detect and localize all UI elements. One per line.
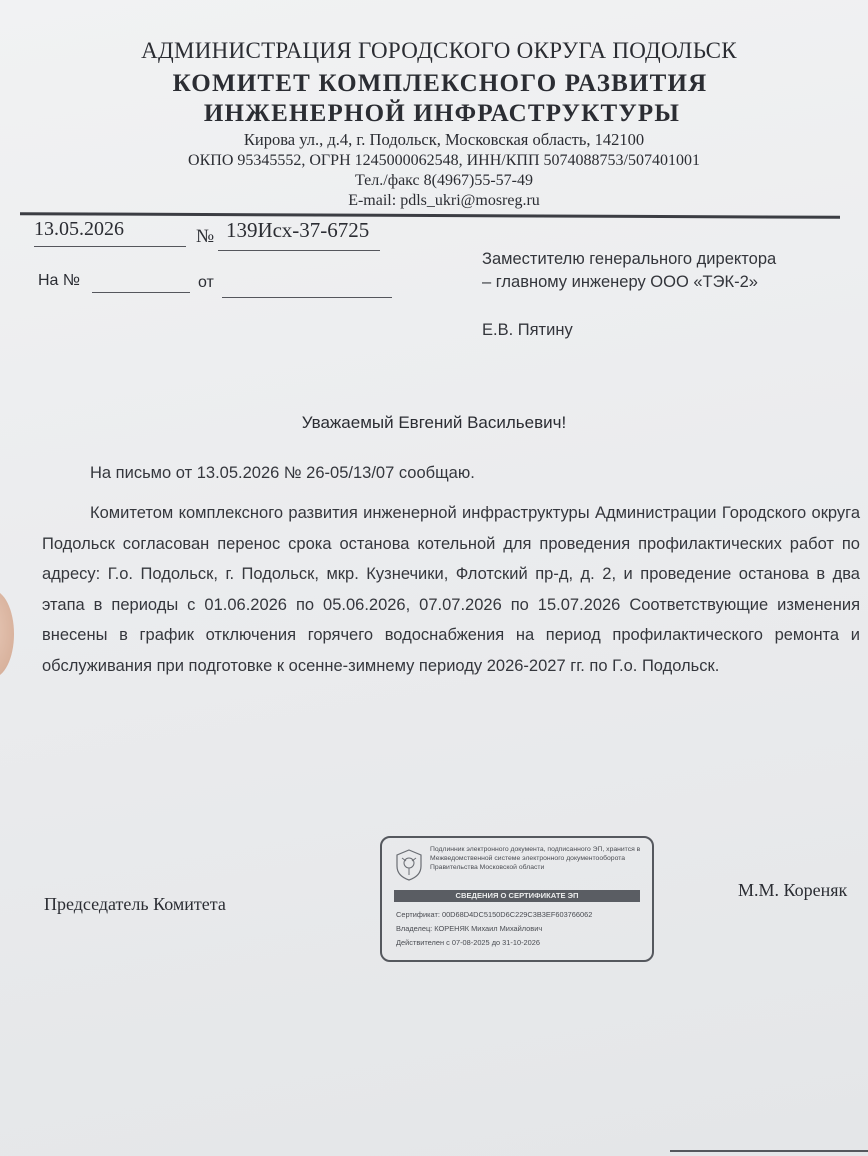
number-underline: [218, 250, 380, 251]
header-committee-line2: ИНЖЕНЕРНОЙ ИНФРАСТРУКТУРЫ: [203, 100, 681, 127]
page-edge-line: [670, 1150, 868, 1152]
stamp-note: Подлинник электронного документа, подписанного ЭП, хранится в Межведомственной системе электронного документооборота Правительства Московской области: [430, 846, 641, 871]
header-address: Кирова ул., д.4, г. Подольск, Московская область, 142100: [243, 130, 645, 149]
header-divider: [20, 212, 840, 219]
reply-to-underline: [92, 292, 190, 293]
header-codes: ОКПО 95345552, ОГРН 1245000062548, ИНН/КПП 5074088753/507401001: [188, 152, 700, 169]
letter-paragraph-reference: На письмо от 13.05.2026 № 26-05/13/07 сообщаю.: [90, 464, 475, 482]
addressee-position: Заместителю генерального директора: [482, 250, 777, 268]
header-phone: Тел./факс 8(4967)55-57-49: [355, 172, 533, 189]
header-email: E-mail: pdls_ukri@mosreg.ru: [348, 192, 540, 209]
salutation: Уважаемый Евгений Васильевич!: [301, 413, 567, 432]
stamp-owner: Владелец: КОРЕНЯК Михаил Михайлович: [396, 924, 543, 933]
reply-from-underline: [222, 297, 392, 298]
addressee-position-line2: – главному инженеру ООО «ТЭК-2»: [482, 273, 758, 291]
stamp-certificate: Сертификат: 00D68D4DC5150D6C229C3B3EF603766062: [396, 910, 593, 919]
header-administration: АДМИНИСТРАЦИЯ ГОРОДСКОГО ОКРУГА ПОДОЛЬСК: [141, 38, 737, 63]
signatory-name: М.М. Кореняк: [738, 880, 848, 900]
stamp-validity: Действителен с 07-08-2025 до 31-10-2026: [396, 938, 540, 947]
reply-to-label: На №: [38, 272, 81, 289]
letter-paragraph-main: Комитетом комплексного развития инженерной инфраструктуры Администрации Городского округа Подольск согласован перенос срока останова котельной для проведения профилактических работ по адресу: Г.о. Подольск, г. Подольск, мкр. Кузнечики, Флотский пр-д, д. 2, и проведение останова в два этапа в периоды с 01.06.2026 по 05.06.2026, 07.07.2026 по 15.07.2026 Соответствующие изменения внесены в график отключения горячего водоснабжения на период профилактического ремонта и обслуживания при подготовке к осенне-зимнему периоду 2026-2027 гг. по Г.о. Подольск.: [42, 504, 860, 675]
electronic-signature-stamp: [380, 836, 654, 962]
reply-from-label: от: [198, 274, 214, 291]
signatory-position: Председатель Комитета: [44, 894, 226, 914]
document-date: 13.05.2026: [34, 218, 124, 240]
number-label: №: [196, 226, 215, 247]
header-committee-line1: КОМИТЕТ КОМПЛЕКСНОГО РАЗВИТИЯ: [172, 70, 708, 97]
date-underline: [34, 246, 186, 247]
document-number: 139Исх-37-6725: [226, 218, 370, 242]
addressee-name: Е.В. Пятину: [482, 321, 573, 339]
coat-of-arms-icon: [394, 848, 424, 882]
stamp-title: СВЕДЕНИЯ О СЕРТИФИКАТЕ ЭП: [394, 890, 640, 902]
letter-body: [42, 460, 860, 681]
finger-shadow: [0, 590, 14, 678]
